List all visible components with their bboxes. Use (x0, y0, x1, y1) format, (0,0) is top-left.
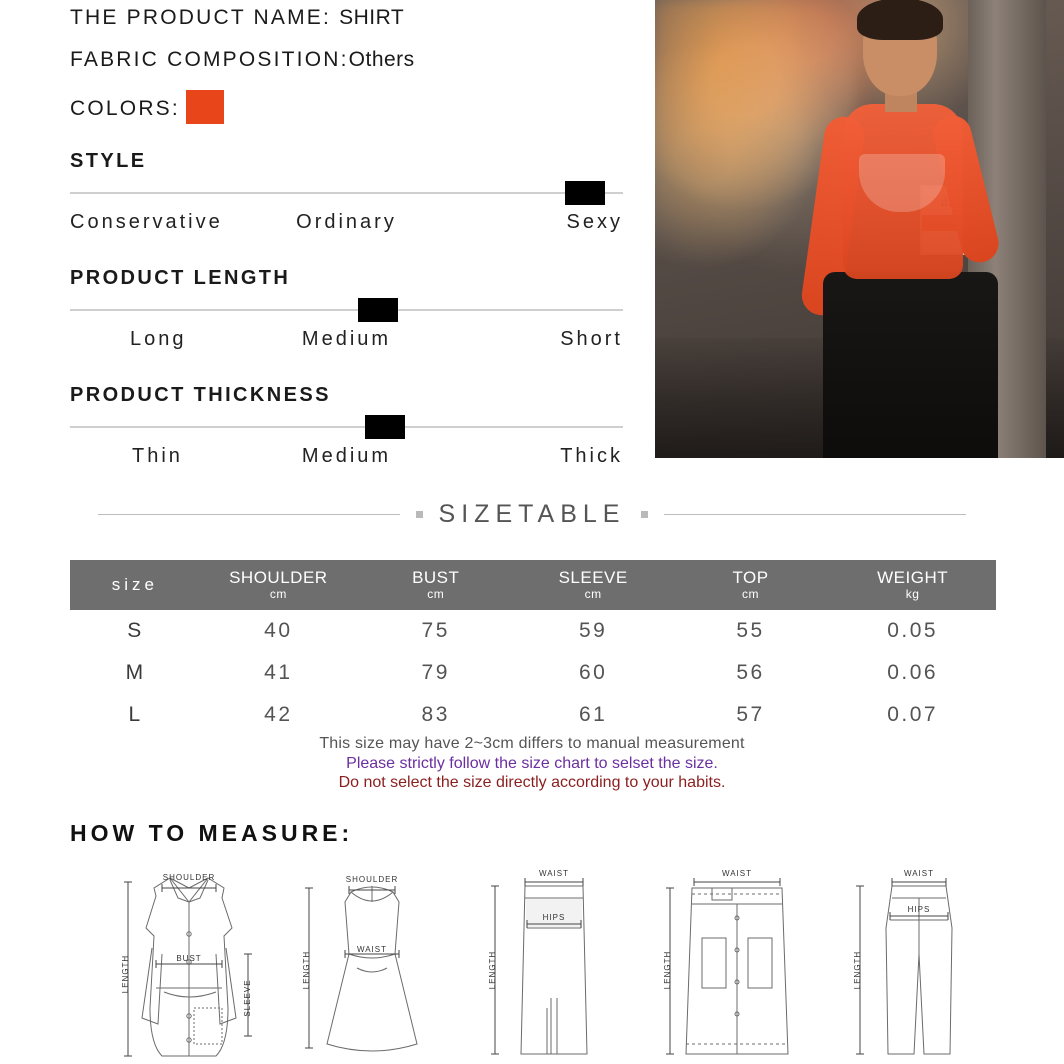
cell-shoulder: 42 (264, 703, 293, 726)
svg-text:WAIST: WAIST (356, 945, 387, 954)
col-shoulder-unit: cm (269, 587, 287, 601)
svg-text:WAIST: WAIST (538, 869, 570, 878)
product-thickness-scale-title: PRODUCT THICKNESS (70, 384, 331, 406)
col-size-label: size (111, 574, 158, 594)
product-thickness-scale-labels (70, 445, 623, 475)
col-bust-label: BUST (412, 568, 460, 587)
style-scale (70, 150, 640, 241)
svg-text:WAIST: WAIST (721, 869, 752, 878)
svg-text:LENGTH: LENGTH (121, 954, 130, 994)
pants-diagram (834, 858, 1004, 1064)
svg-text:SHOULDER: SHOULDER (162, 873, 216, 882)
product-name-line (70, 6, 640, 30)
size-table (70, 560, 996, 736)
col-sleeve (514, 560, 671, 610)
cell-top: 56 (736, 661, 765, 684)
col-bust (357, 560, 514, 610)
cell-sleeve: 60 (578, 661, 608, 684)
cell-bust: 75 (421, 619, 450, 642)
col-shoulder-label: SHOULDER (229, 568, 328, 587)
cell-shoulder: 41 (264, 661, 293, 684)
svg-text:BUST: BUST (176, 954, 202, 963)
col-top (672, 560, 829, 610)
cell-top: 55 (736, 619, 765, 642)
col-sleeve-label: SLEEVE (558, 568, 628, 587)
svg-text:LENGTH: LENGTH (301, 950, 311, 990)
table-row (70, 694, 996, 736)
model-black-skirt (823, 272, 998, 458)
length-label-long: Long (130, 328, 187, 350)
sizetable-heading-text: SIZETABLE (438, 499, 626, 528)
model-hair (857, 0, 943, 40)
cell-sleeve: 59 (578, 619, 608, 642)
photo-model-figure (805, 4, 1015, 458)
product-name-value: SHIRT (339, 6, 405, 29)
how-to-measure-diagrams (104, 858, 1004, 1064)
cell-shoulder: 40 (264, 619, 293, 642)
product-length-scale-title: PRODUCT LENGTH (70, 267, 291, 289)
col-weight-unit: kg (905, 587, 920, 601)
size-note-followchart: Please strictly follow the size chart to selset the size. (346, 755, 718, 772)
style-scale-marker (565, 181, 605, 205)
cell-bust: 83 (421, 703, 450, 726)
product-thickness-scale-bar (70, 415, 623, 441)
thickness-label-medium: Medium (301, 445, 392, 467)
model-photo (655, 0, 1064, 458)
svg-text:SHOULDER: SHOULDER (345, 875, 398, 884)
size-table-header-row (70, 560, 996, 610)
svg-text:LENGTH: LENGTH (853, 950, 862, 990)
dress-diagram (287, 858, 457, 1064)
product-spec-block (70, 0, 640, 475)
table-row (70, 610, 996, 652)
col-top-unit: cm (742, 587, 760, 601)
size-notes (0, 735, 1064, 792)
style-scale-title: STYLE (70, 150, 147, 172)
cell-size: M (125, 661, 145, 684)
col-size (70, 560, 200, 610)
product-length-scale-marker (358, 298, 398, 322)
thickness-label-thick: Thick (560, 445, 623, 467)
style-scale-labels (70, 211, 623, 241)
heading-square-right (641, 511, 648, 518)
scale-rule (70, 192, 623, 194)
heading-rule-right (664, 514, 966, 515)
heading-rule-left (98, 514, 400, 515)
size-note-habits: Do not select the size directly according to your habits. (338, 774, 726, 791)
product-thickness-scale-marker (365, 415, 405, 439)
cell-bust: 79 (421, 661, 450, 684)
style-label-conservative: Conservative (70, 211, 223, 233)
product-length-scale-labels (70, 328, 623, 358)
svg-text:HIPS: HIPS (542, 913, 566, 922)
style-scale-bar (70, 181, 623, 207)
fabric-composition-label: FABRIC COMPOSITION: (70, 48, 349, 71)
colors-label: COLORS: (70, 97, 180, 120)
scale-rule (70, 426, 623, 428)
how-to-measure-title: HOW TO MEASURE: (70, 820, 354, 846)
svg-text:LENGTH: LENGTH (662, 950, 672, 990)
cell-weight: 0.05 (887, 619, 939, 642)
col-sleeve-unit: cm (584, 587, 602, 601)
product-thickness-scale (70, 384, 640, 475)
svg-text:LENGTH: LENGTH (488, 950, 497, 990)
col-weight (829, 560, 996, 610)
shorts-diagram (652, 858, 822, 1064)
length-label-short: Short (560, 328, 623, 350)
col-shoulder (200, 560, 357, 610)
length-label-medium: Medium (301, 328, 392, 350)
cell-size: L (128, 703, 142, 726)
sizetable-heading (98, 492, 966, 536)
scale-rule (70, 309, 623, 311)
fabric-composition-value: Others (348, 48, 415, 71)
cell-sleeve: 61 (578, 703, 608, 726)
thickness-label-thin: Thin (132, 445, 183, 467)
product-length-scale (70, 267, 640, 358)
cell-top: 57 (736, 703, 765, 726)
style-label-sexy: Sexy (566, 211, 623, 233)
svg-text:HIPS: HIPS (907, 905, 931, 914)
skirt-diagram (469, 858, 639, 1064)
size-note-measurement: This size may have 2~3cm differs to manual measurement (319, 735, 745, 752)
product-length-scale-bar (70, 298, 623, 324)
jacket-diagram (104, 858, 274, 1064)
color-swatch-orange (186, 90, 224, 124)
style-label-ordinary: Ordinary (296, 211, 397, 233)
cell-size: S (127, 619, 143, 642)
col-top-label: TOP (732, 568, 769, 587)
product-name-label: THE PRODUCT NAME: (70, 6, 332, 29)
heading-square-left (416, 511, 423, 518)
cell-weight: 0.07 (887, 703, 939, 726)
col-bust-unit: cm (427, 587, 445, 601)
colors-line (70, 90, 640, 124)
svg-text:SLEEVE: SLEEVE (243, 979, 252, 1017)
svg-text:WAIST: WAIST (903, 869, 935, 878)
col-weight-label: WEIGHT (877, 568, 949, 587)
fabric-composition-line (70, 48, 640, 72)
cell-weight: 0.06 (887, 661, 939, 684)
table-row (70, 652, 996, 694)
